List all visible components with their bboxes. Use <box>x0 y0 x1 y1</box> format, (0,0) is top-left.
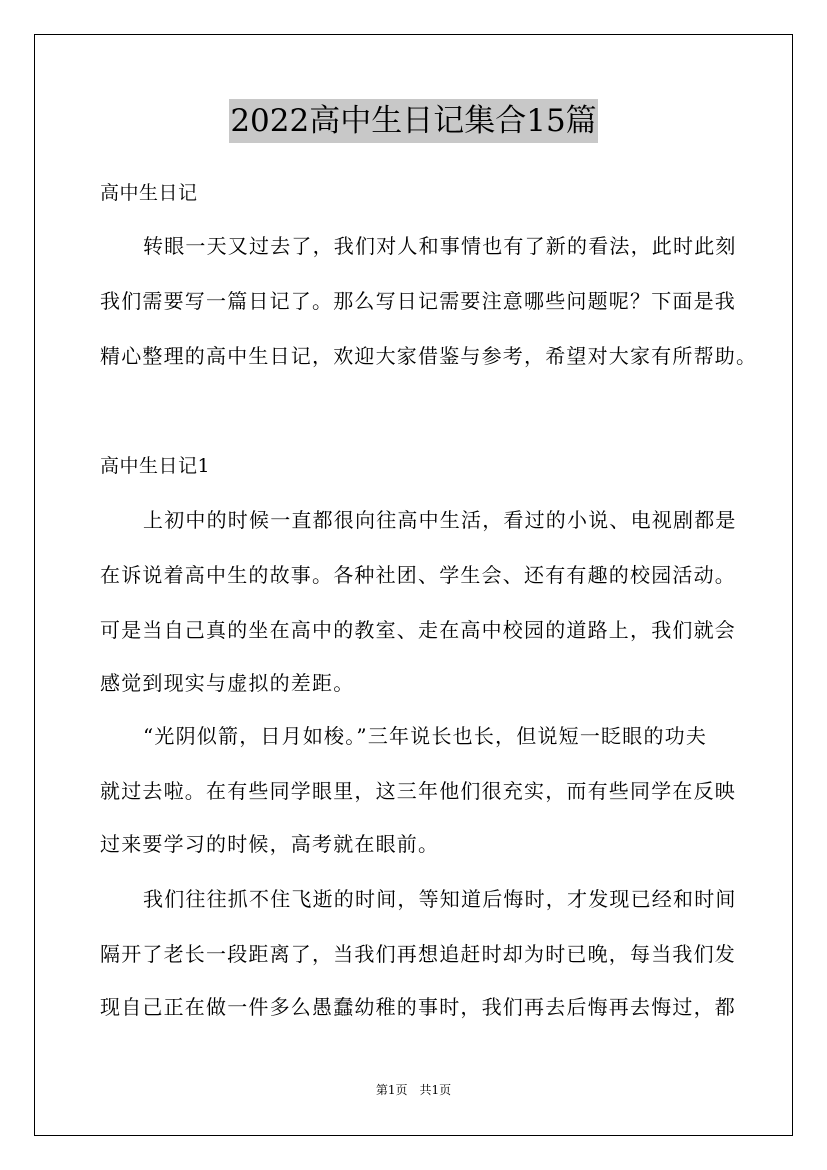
intro-line: 精心整理的高中生日记，欢迎大家借鉴与参考，希望对大家有所帮助。 <box>100 344 758 368</box>
paragraph-line: 我们往往抓不住飞逝的时间，等知道后悔时，才发现已经和时间 <box>143 887 737 911</box>
intro-line: 我们需要写一篇日记了。那么写日记需要注意哪些问题呢？下面是我 <box>100 289 736 313</box>
page-number-footer: 第1页 共1页 <box>375 1083 452 1097</box>
section-heading: 高中生日记1 <box>100 455 211 477</box>
paragraph-line: 上初中的时候一直都很向往高中生活，看过的小说、电视剧都是 <box>143 508 737 532</box>
paragraph-line: 就过去啦。在有些同学眼里，这三年他们很充实，而有些同学在反映 <box>100 779 736 803</box>
paragraph-line: “光阴似箭，日月如梭。”三年说长也长，但说短一眨眼的功夫 <box>143 724 708 748</box>
paragraph-line: 过来要学习的时候，高考就在眼前。 <box>100 832 440 856</box>
document-title-text: 2022高中生日记集合15篇 <box>229 99 597 143</box>
document-title <box>0 98 827 142</box>
intro-line: 转眼一天又过去了，我们对人和事情也有了新的看法，此时此刻 <box>143 234 737 258</box>
paragraph-line: 感觉到现实与虚拟的差距。 <box>100 671 355 695</box>
paragraph-line: 可是当自己真的坐在高中的教室、走在高中校园的道路上，我们就会 <box>100 618 736 642</box>
paragraph-line: 在诉说着高中生的故事。各种社团、学生会、还有有趣的校园活动。 <box>100 563 736 587</box>
paragraph-line: 隔开了老长一段距离了，当我们再想追赶时却为时已晚，每当我们发 <box>100 942 736 966</box>
paragraph-line: 现自己正在做一件多么愚蠢幼稚的事时，我们再去后悔再去悔过，都 <box>100 995 736 1019</box>
intro-heading: 高中生日记 <box>100 182 198 204</box>
